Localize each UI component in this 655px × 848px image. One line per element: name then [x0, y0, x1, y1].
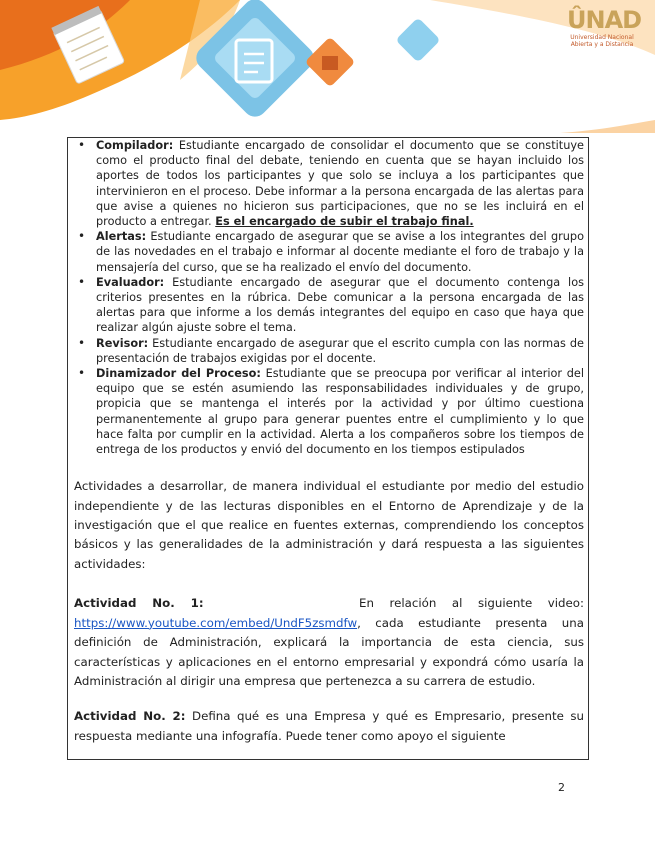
logo-subtitle-line2: Abierta y a Distancia: [570, 41, 634, 48]
activity-2-label: Actividad No. 2:: [74, 709, 186, 724]
role-emphasis: Es el encargado de subir el trabajo final.: [215, 215, 474, 229]
unad-logo: [567, 6, 642, 48]
page-header: [0, 0, 655, 135]
roles-list: [74, 138, 584, 457]
page-number: 2: [558, 781, 565, 794]
activity-2-text: Defina qué es una Empresa y qué es Empresario, presente su respuesta mediante una infografía. Puede tener como apoyo el siguiente: [74, 709, 584, 743]
list-item-revisor: [74, 336, 584, 366]
role-name: Dinamizador del Proceso:: [96, 367, 261, 381]
logo-mark: ÛNAD: [567, 6, 642, 34]
role-text: Estudiante encargado de asegurar que el escrito cumpla con las normas de presentación de trabajos exigidas por el docente.: [96, 336, 584, 365]
list-item-compilador: [74, 138, 584, 229]
content-frame: [67, 137, 589, 760]
bullet-icon: •: [78, 274, 86, 289]
role-name: Evaluador:: [96, 275, 165, 289]
role-text: Estudiante encargado de consolidar el documento que se constituye como el producto final del debate, teniendo en cuenta que se hayan incluido los aportes de todos los participantes y que solo se incluya a los participantes que intervinieron en el proceso. Debe informar a la persona encargada de las alertas para que avise a quienes no hicieron sus participaciones, que no se les incluirá en el producto a entregar.: [96, 139, 584, 229]
role-name: Alertas:: [96, 230, 147, 244]
activity-1-label: Actividad No. 1:: [74, 596, 204, 611]
bullet-icon: •: [78, 138, 86, 152]
activity-1-paragraph: [74, 594, 588, 691]
bullet-icon: •: [78, 229, 86, 244]
role-name: Revisor:: [96, 336, 149, 350]
header-decoration: [0, 0, 655, 135]
activity-1-text: , cada estudiante presenta una definición de Administración, explicará la importancia de esta ciencia, sus características y aplicaciones en el entorno empresarial y expondrá cómo usaría la Administración al dirigir una empresa que pertenezca a su carrera de estudio.: [74, 615, 584, 688]
activity-2-paragraph: [74, 707, 584, 746]
activity-1-lead: En relación al siguiente video:: [203, 596, 588, 611]
intro-paragraph: Actividades a desarrollar, de manera individual el estudiante por medio del estudio independiente y de las lecturas disponibles en el Entorno de Aprendizaje y de la investigación que el que realice en fuentes externas, comprendiendo los conceptos básicos y las generalidades de la administración y dará respuesta a las siguientes actividades:: [74, 479, 584, 571]
role-text: Estudiante encargado de asegurar que se avise a los integrantes del grupo de las novedades en el trabajo e informar al docente mediante el foro de trabajo y la mensajería del curso, que se ha realizado el envío del documento.: [96, 230, 584, 274]
blue-diamond-icon: [395, 17, 440, 62]
list-item-dinamizador: [74, 366, 584, 457]
list-item-alertas: [74, 229, 584, 275]
list-item-evaluador: [74, 275, 584, 336]
bullet-icon: •: [78, 366, 86, 381]
role-name: Compilador:: [96, 139, 174, 152]
role-text: Estudiante encargado de asegurar que el documento contenga los criterios presentes en la rúbrica. Debe comunicar a la persona encargada de las alertas para que informe a los demás integrantes del equipo en caso que haya que realizar algún ajuste sobre el tema.: [96, 275, 584, 335]
logo-subtitle-line1: Universidad Nacional: [570, 34, 634, 41]
video-link[interactable]: https://www.youtube.com/embed/UndF5zsmdfw: [74, 615, 358, 630]
bullet-icon: •: [78, 335, 86, 350]
role-text: Estudiante que se preocupa por verificar al interior del equipo que se estén asumiendo las responsabilidades individuales y de grupo, propicia que se mantenga el interés por la actividad y por último cuestiona permanentemente al grupo para generar puentes entre el cumplimiento y lo que hace falta por cumplir en la actividad. Alerta a los compañeros sobre los tiempos de entrega de los productos y envió del documento en los tiempos estipulados: [96, 367, 585, 457]
peach-corner-shape: [560, 120, 655, 133]
book-cover-icon: [322, 56, 338, 70]
